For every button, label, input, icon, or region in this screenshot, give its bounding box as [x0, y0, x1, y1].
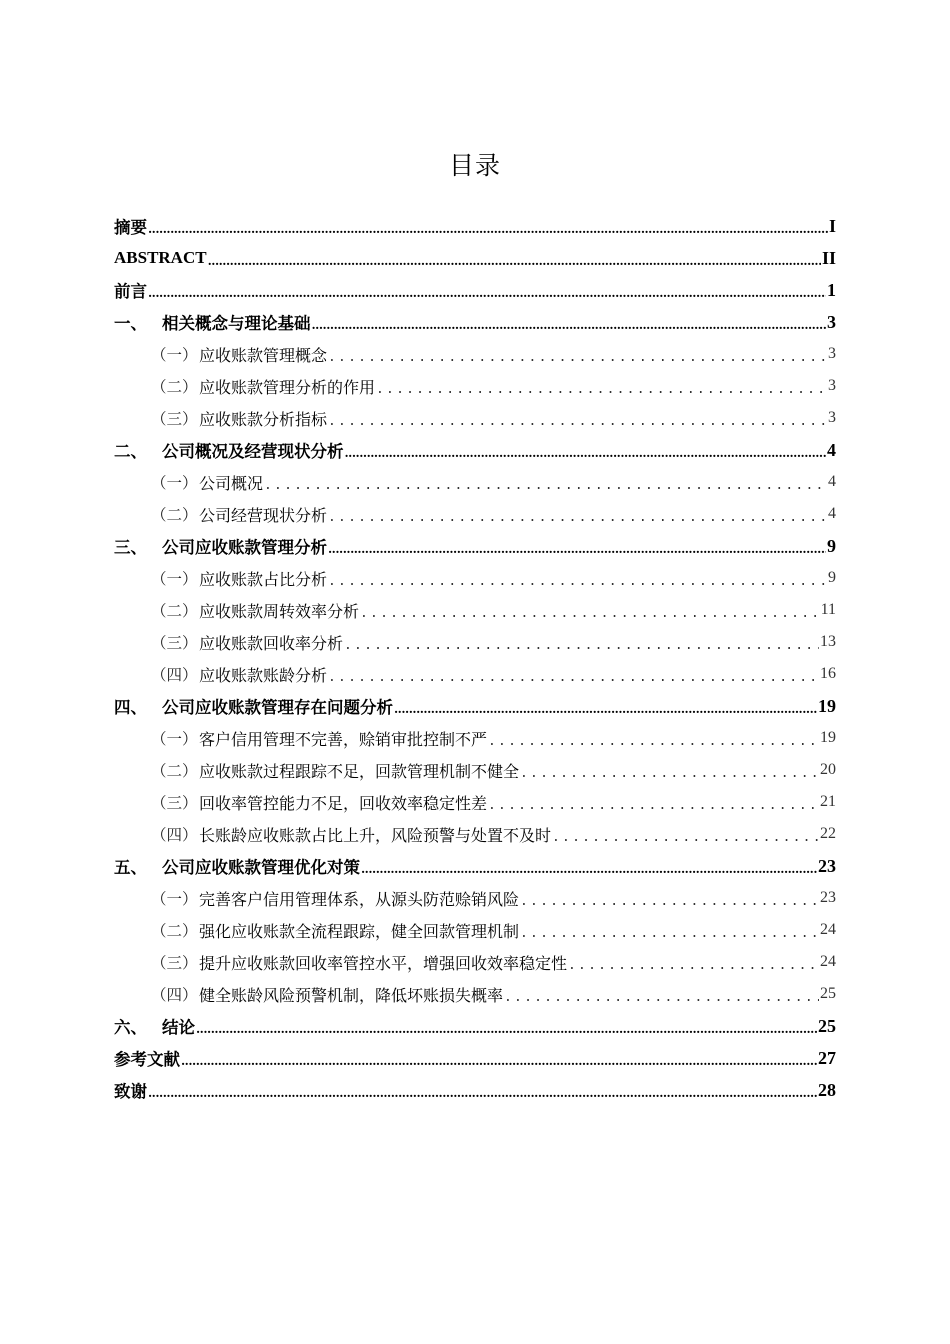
- toc-entry-page-number: 3: [828, 345, 836, 362]
- page-title: 目录: [448, 151, 501, 180]
- toc-entry-page-number: 19: [820, 729, 836, 746]
- dot-leader: [568, 958, 819, 973]
- toc-entry-page-number: II: [821, 247, 836, 268]
- table-of-contents: [114, 210, 836, 1106]
- dot-leader: [504, 990, 819, 1005]
- toc-entry-label: 应收账款周转效率分析: [199, 601, 360, 621]
- dot-leader: [328, 670, 819, 685]
- dot-leader: [376, 382, 827, 397]
- dot-leader: [394, 702, 817, 716]
- toc-entry-label: 应收账款占比分析: [199, 569, 328, 589]
- toc-section-entry[interactable]: [114, 338, 836, 370]
- toc-section-entry[interactable]: [114, 466, 836, 498]
- dot-leader: [488, 734, 819, 749]
- toc-entry-page-number: 13: [820, 633, 836, 650]
- toc-entry-number: 三、: [114, 538, 147, 557]
- toc-section-entry[interactable]: [114, 914, 836, 946]
- toc-entry-label: 应收账款管理概念: [199, 345, 328, 365]
- toc-entry-page-number: 21: [820, 793, 836, 810]
- toc-chapter-entry[interactable]: [114, 242, 836, 274]
- toc-entry-page-number: 23: [818, 855, 836, 876]
- toc-entry-label: 公司应收账款管理分析: [162, 538, 327, 557]
- toc-section-entry[interactable]: [114, 498, 836, 530]
- toc-section-entry[interactable]: [114, 978, 836, 1010]
- toc-entry-label: 应收账款过程跟踪不足，回款管理机制不健全: [199, 761, 520, 781]
- toc-entry-page-number: 25: [820, 985, 836, 1002]
- toc-entry-page-number: 4: [828, 473, 836, 490]
- toc-section-entry[interactable]: [114, 658, 836, 690]
- toc-entry-page-number: 23: [820, 889, 836, 906]
- toc-entry-label: 应收账款管理分析的作用: [199, 377, 376, 397]
- toc-entry-number: （三）: [151, 410, 198, 428]
- toc-entry-page-number: 4: [828, 505, 836, 522]
- toc-entry-label: 回收率管控能力不足，回收效率稳定性差: [199, 793, 488, 813]
- toc-entry-number: （四）: [151, 826, 198, 844]
- toc-entry-page-number: 1: [827, 279, 836, 300]
- toc-entry-page-number: 3: [828, 409, 836, 426]
- toc-section-entry[interactable]: [114, 594, 836, 626]
- toc-entry-label: 公司应收账款管理存在问题分析: [162, 698, 393, 717]
- toc-entry-number: （一）: [151, 570, 198, 588]
- toc-entry-page-number: 28: [818, 1079, 836, 1100]
- toc-entry-page-number: 16: [820, 665, 836, 682]
- toc-chapter-entry[interactable]: [114, 850, 836, 882]
- toc-entry-page-number: 20: [820, 761, 836, 778]
- toc-chapter-entry[interactable]: [114, 306, 836, 338]
- toc-section-entry[interactable]: [114, 370, 836, 402]
- toc-entry-page-number: I: [828, 215, 836, 236]
- toc-entry-label: 公司经营现状分析: [199, 505, 328, 525]
- dot-leader: [148, 1086, 817, 1100]
- toc-entry-number: （三）: [151, 954, 198, 972]
- toc-entry-number: （三）: [151, 794, 198, 812]
- toc-chapter-entry[interactable]: [114, 434, 836, 466]
- toc-entry-label: 长账龄应收账款占比上升，风险预警与处置不及时: [199, 825, 552, 845]
- toc-section-entry[interactable]: [114, 946, 836, 978]
- dot-leader: [148, 286, 826, 300]
- toc-entry-number: （二）: [151, 378, 198, 396]
- toc-entry-label: 相关概念与理论基础: [162, 314, 311, 333]
- dot-leader: [148, 222, 828, 236]
- toc-entry-number: （一）: [151, 730, 198, 748]
- toc-entry-number: （二）: [151, 762, 198, 780]
- dot-leader: [196, 1022, 817, 1036]
- toc-entry-label: 摘要: [114, 218, 147, 237]
- dot-leader: [520, 926, 819, 941]
- dot-leader: [312, 318, 827, 332]
- toc-chapter-entry[interactable]: [114, 1074, 836, 1106]
- dot-leader: [552, 830, 819, 845]
- dot-leader: [345, 446, 827, 460]
- toc-entry-number: （二）: [151, 922, 198, 940]
- toc-entry-page-number: 11: [820, 601, 836, 618]
- dot-leader: [208, 254, 821, 268]
- dot-leader: [344, 638, 819, 653]
- dot-leader: [328, 542, 826, 556]
- toc-section-entry[interactable]: [114, 722, 836, 754]
- dot-leader: [328, 414, 827, 429]
- toc-entry-label: 公司概况及经营现状分析: [162, 442, 344, 461]
- toc-entry-label: ABSTRACT: [114, 248, 207, 267]
- toc-section-entry[interactable]: [114, 818, 836, 850]
- toc-entry-number: （一）: [151, 474, 198, 492]
- toc-entry-number: 五、: [114, 858, 147, 877]
- toc-section-entry[interactable]: [114, 882, 836, 914]
- toc-entry-page-number: 9: [827, 535, 836, 556]
- toc-entry-number: （四）: [151, 986, 198, 1004]
- toc-chapter-entry[interactable]: [114, 530, 836, 562]
- toc-entry-label: 公司应收账款管理优化对策: [162, 858, 360, 877]
- toc-chapter-entry[interactable]: [114, 210, 836, 242]
- dot-leader: [360, 606, 820, 621]
- toc-entry-label: 健全账龄风险预警机制，降低坏账损失概率: [199, 985, 504, 1005]
- toc-entry-number: （二）: [151, 506, 198, 524]
- toc-entry-page-number: 19: [818, 695, 836, 716]
- toc-chapter-entry[interactable]: [114, 1010, 836, 1042]
- toc-entry-label: 强化应收账款全流程跟踪，健全回款管理机制: [199, 921, 520, 941]
- toc-entry-number: （三）: [151, 634, 198, 652]
- toc-section-entry[interactable]: [114, 402, 836, 434]
- toc-entry-label: 前言: [114, 282, 147, 301]
- dot-leader: [328, 510, 827, 525]
- toc-section-entry[interactable]: [114, 754, 836, 786]
- toc-entry-number: （一）: [151, 890, 198, 908]
- toc-entry-number: （四）: [151, 666, 198, 684]
- toc-entry-number: （二）: [151, 602, 198, 620]
- toc-entry-label: 公司概况: [199, 473, 264, 493]
- toc-entry-number: 一、: [114, 314, 147, 333]
- toc-entry-label: 参考文献: [114, 1050, 180, 1069]
- toc-entry-page-number: 22: [820, 825, 836, 842]
- toc-entry-page-number: 27: [818, 1047, 836, 1068]
- toc-entry-page-number: 24: [820, 921, 836, 938]
- toc-entry-label: 结论: [162, 1018, 195, 1037]
- toc-entry-number: 六、: [114, 1018, 147, 1037]
- toc-chapter-entry[interactable]: [114, 1042, 836, 1074]
- toc-entry-label: 应收账款分析指标: [199, 409, 328, 429]
- toc-entry-label: 客户信用管理不完善，赊销审批控制不严: [199, 729, 488, 749]
- toc-entry-label: 完善客户信用管理体系，从源头防范赊销风险: [199, 889, 520, 909]
- toc-entry-label: 应收账款账龄分析: [199, 665, 328, 685]
- toc-entry-label: 提升应收账款回收率管控水平，增强回收效率稳定性: [199, 953, 568, 973]
- toc-entry-page-number: 3: [828, 377, 836, 394]
- toc-entry-label: 致谢: [114, 1082, 147, 1101]
- toc-entry-page-number: 25: [818, 1015, 836, 1036]
- toc-entry-number: （一）: [151, 346, 198, 364]
- dot-leader: [328, 574, 827, 589]
- dot-leader: [264, 478, 827, 493]
- toc-entry-number: 四、: [114, 698, 147, 717]
- toc-chapter-entry[interactable]: [114, 274, 836, 306]
- toc-entry-page-number: 3: [827, 311, 836, 332]
- dot-leader: [520, 894, 819, 909]
- dot-leader: [361, 862, 817, 876]
- toc-section-entry[interactable]: [114, 626, 836, 658]
- toc-section-entry[interactable]: [114, 562, 836, 594]
- toc-entry-page-number: 9: [828, 569, 836, 586]
- dot-leader: [328, 350, 827, 365]
- toc-chapter-entry[interactable]: [114, 690, 836, 722]
- toc-entry-page-number: 4: [827, 439, 836, 460]
- dot-leader: [488, 798, 819, 813]
- dot-leader: [181, 1054, 817, 1068]
- toc-entry-label: 应收账款回收率分析: [199, 633, 344, 653]
- toc-entry-page-number: 24: [820, 953, 836, 970]
- toc-section-entry[interactable]: [114, 786, 836, 818]
- dot-leader: [520, 766, 819, 781]
- toc-entry-number: 二、: [114, 442, 147, 461]
